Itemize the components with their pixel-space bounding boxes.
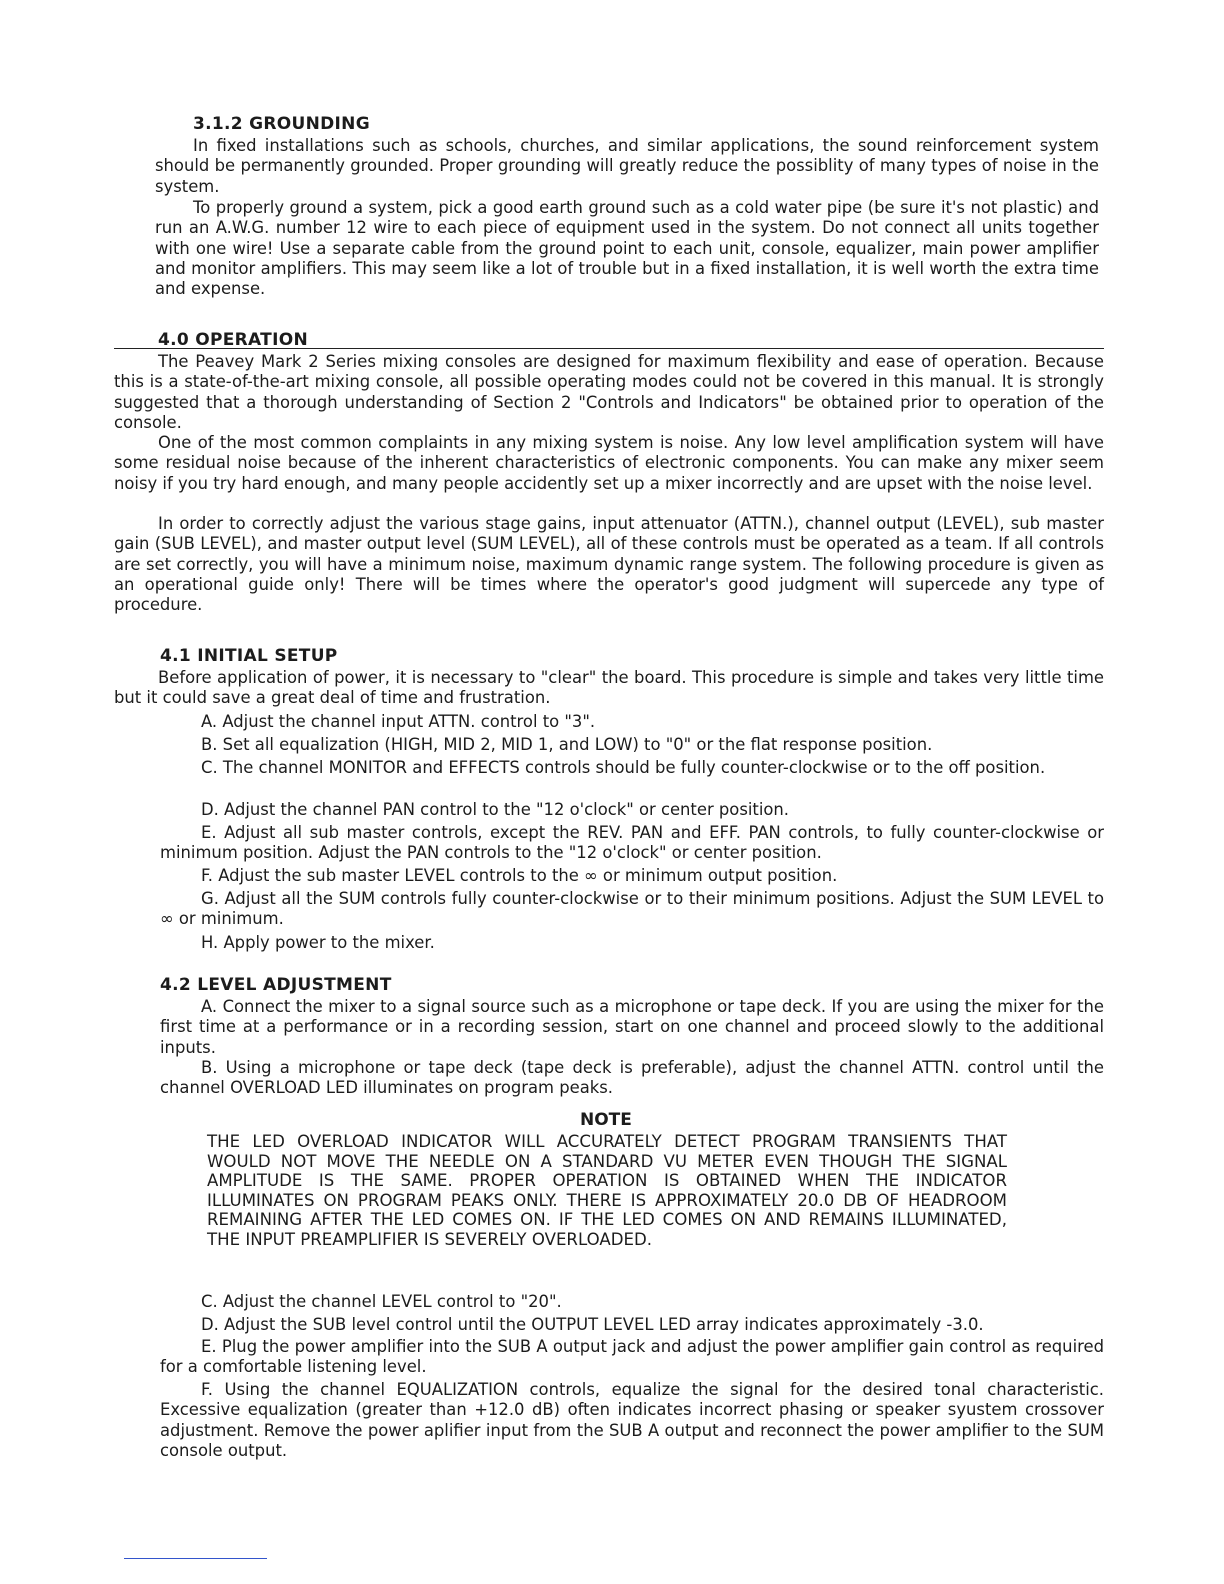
setup-step: D. Adjust the channel PAN control to the "12 o'clock" or center position.	[201, 800, 790, 819]
level-step: C. Adjust the channel LEVEL control to "20".	[201, 1292, 562, 1311]
setup-step: C. The channel MONITOR and EFFECTS controls should be fully counter-clockwise or to the off position.	[201, 758, 1046, 777]
level-step: E. Plug the power amplifier into the SUB A output jack and adjust the power amplifier gain control as required for a comfortable listening level.	[160, 1337, 1104, 1377]
initial-setup-heading: 4.1 INITIAL SETUP	[160, 646, 338, 666]
note-text: THE LED OVERLOAD INDICATOR WILL ACCURATELY DETECT PROGRAM TRANSIENTS THAT WOULD NOT MOVE THE NEEDLE ON A STANDARD VU METER EVEN THOUGH THE SIGNAL AMPLITUDE IS THE SAME. PROPER OPERATION IS OBTAINED WHEN THE INDICATOR ILLUMINATES ON PROGRAM PEAKS ONLY. THERE IS APPROXIMATELY 20.0 DB OF HEADROOM REMAINING AFTER THE LED COMES ON. IF THE LED COMES ON AND REMAINS ILLUMINATED, THE INPUT PREAMPLIFIER IS SEVERELY OVERLOADED.	[207, 1132, 1007, 1249]
grounding-paragraph-1: In fixed installations such as schools, churches, and similar applications, the sound reinforcement system should be permanently grounded. Proper grounding will greatly reduce the possiblity of many types of noise in the system.	[155, 136, 1099, 196]
setup-step: B. Set all equalization (HIGH, MID 2, MID 1, and LOW) to "0" or the flat response position.	[201, 735, 933, 754]
note-title: NOTE	[580, 1110, 632, 1130]
level-step: A. Connect the mixer to a signal source such as a microphone or tape deck. If you are using the mixer for the first time at a performance or in a recording session, start on one channel and proceed slowly to the additional inputs.	[160, 997, 1104, 1057]
level-step: F. Using the channel EQUALIZATION controls, equalize the signal for the desired tonal characteristic. Excessive equalization (greater than +12.0 dB) often indicates incorrect phasing or speaker syustem crossover adjustment. Remove the power aplifier input from the SUB A output and reconnect the power amplifier to the SUM console output.	[160, 1380, 1104, 1460]
operation-heading: 4.0 OPERATION	[158, 330, 308, 350]
level-step: D. Adjust the SUB level control until the OUTPUT LEVEL LED array indicates approximately -3.0.	[201, 1315, 984, 1334]
initial-setup-intro: Before application of power, it is necessary to "clear" the board. This procedure is simple and takes very little time but it could save a great deal of time and frustration.	[114, 668, 1104, 708]
operation-paragraph-3: In order to correctly adjust the various stage gains, input attenuator (ATTN.), channel output (LEVEL), sub master gain (SUB LEVEL), and master output level (SUM LEVEL), all of these controls must be operated as a team. If all controls are set correctly, you will have a minimum noise, maximum dynamic range system. The following procedure is given as an operational guide only! There will be times where the operator's good judgment will supercede any type of procedure.	[114, 514, 1104, 615]
operation-paragraph-1: The Peavey Mark 2 Series mixing consoles are designed for maximum flexibility and ease of operation. Because this is a state-of-the-art mixing console, all possible operating modes could not be covered in this manual. It is strongly suggested that a thorough understanding of Section 2 "Controls and Indicators" be obtained prior to operation of the console.	[114, 352, 1104, 432]
grounding-paragraph-2: To properly ground a system, pick a good earth ground such as a cold water pipe (be sure it's not plastic) and run an A.W.G. number 12 wire to each piece of equipment used in the system. Do not connect all units together with one wire! Use a separate cable from the ground point to each unit, console, equalizer, main power amplifier and monitor amplifiers. This may seem like a lot of trouble but in a fixed installation, it is well worth the extra time and expense.	[155, 198, 1099, 299]
level-adjustment-heading: 4.2 LEVEL ADJUSTMENT	[160, 975, 392, 995]
footer-rule	[124, 1558, 267, 1559]
setup-step: G. Adjust all the SUM controls fully counter-clockwise or to their minimum positions. Adjust the SUM LEVEL to ∞ or minimum.	[160, 889, 1104, 929]
setup-step: E. Adjust all sub master controls, except the REV. PAN and EFF. PAN controls, to fully counter-clockwise or minimum position. Adjust the PAN controls to the "12 o'clock" or center position.	[160, 823, 1104, 863]
setup-step: F. Adjust the sub master LEVEL controls to the ∞ or minimum output position.	[201, 866, 838, 885]
operation-paragraph-2: One of the most common complaints in any mixing system is noise. Any low level amplification system will have some residual noise because of the inherent characteristics of electronic components. You can make any mixer seem noisy if you try hard enough, and many people accidently set up a mixer incorrectly and are upset with the noise level.	[114, 433, 1104, 493]
setup-step: A. Adjust the channel input ATTN. control to "3".	[201, 712, 596, 731]
grounding-heading: 3.1.2 GROUNDING	[193, 114, 370, 134]
level-step: B. Using a microphone or tape deck (tape deck is preferable), adjust the channel ATTN. control until the channel OVERLOAD LED illuminates on program peaks.	[160, 1058, 1104, 1098]
setup-step: H. Apply power to the mixer.	[201, 933, 435, 952]
section-divider	[114, 348, 1104, 349]
